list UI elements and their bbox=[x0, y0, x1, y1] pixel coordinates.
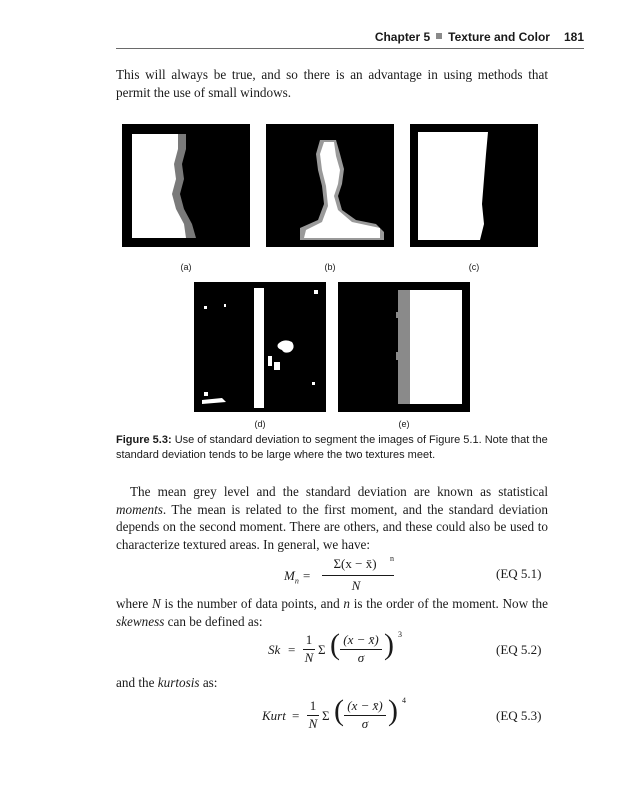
var-N: N bbox=[151, 596, 161, 611]
panel-e-image bbox=[338, 282, 470, 412]
eq1-exponent: n bbox=[390, 554, 394, 563]
figure-panel-a bbox=[122, 124, 250, 247]
running-header-text bbox=[375, 30, 584, 44]
running-header bbox=[116, 30, 584, 49]
chapter-label: Chapter 5 bbox=[374, 30, 431, 44]
panel-d-image bbox=[194, 282, 326, 412]
intro-paragraph: This will always be true, and so there is an advantage in using methods that permit the use of small windows. bbox=[116, 67, 548, 100]
panel-c-image bbox=[410, 124, 538, 247]
eq3-denominator: σ bbox=[361, 716, 369, 731]
p3-text-b: as: bbox=[199, 675, 218, 690]
panel-label-d: (d) bbox=[254, 419, 266, 429]
eq2-coef-num: 1 bbox=[305, 632, 313, 647]
panel-a-image bbox=[122, 124, 250, 247]
p1-text-b: . The mean is related to the first moment, and the standard deviation depends on the second moment. There are others, and these could also be used to characterize textured areas. In general, we have: bbox=[116, 501, 548, 552]
figure-panel-b bbox=[266, 124, 394, 247]
eq3-lhs: Kurt bbox=[262, 708, 286, 723]
figure-panel-d bbox=[194, 282, 326, 412]
equation-5-3 bbox=[262, 694, 422, 742]
eq2-lhs: Sk bbox=[268, 642, 281, 657]
equation-number-5-3: (EQ 5.3) bbox=[496, 708, 542, 723]
page-number: 181 bbox=[563, 30, 584, 44]
p2-text-d: can be defined as: bbox=[164, 613, 263, 629]
figure-caption bbox=[116, 433, 586, 463]
equation-5-2 bbox=[268, 628, 418, 676]
eq1-lhs: M bbox=[284, 568, 295, 583]
eq1-numerator: Σ(x − x̄) bbox=[333, 556, 377, 571]
term-skewness: skewness bbox=[116, 613, 165, 629]
equation-number-5-1: (EQ 5.1) bbox=[496, 566, 542, 581]
panel-label-a: (a) bbox=[180, 262, 192, 272]
panel-b-image bbox=[266, 124, 394, 247]
equation-5-1: $M_n$ = Σ(x − x̄) n N bbox=[284, 554, 394, 593]
eq2-equals: = bbox=[288, 642, 296, 657]
eq2-denominator: σ bbox=[357, 650, 365, 665]
p2-text-a: where bbox=[116, 596, 152, 611]
eq2-numerator: (x − x̄) bbox=[343, 632, 379, 647]
eq1-denominator: N bbox=[351, 578, 361, 593]
panel-label-b: (b) bbox=[324, 262, 336, 272]
p2-text-b: is the number of data points, and bbox=[160, 596, 344, 611]
eq3-left-paren: ( bbox=[334, 694, 344, 727]
panel-label-c: (c) bbox=[468, 262, 480, 272]
p1-text-a: The mean grey level and the standard deviation are known as statistical bbox=[130, 484, 548, 499]
caption-text: Use of standard deviation to segment the images of Figure 5.1. Note that the standard deviation tends to be large where the two textures meet. bbox=[116, 434, 548, 461]
figure-panel-e bbox=[338, 282, 470, 412]
eq2-left-paren: ( bbox=[330, 628, 340, 661]
section-title: Texture and Color bbox=[448, 30, 550, 44]
eq2-sigma: Σ bbox=[318, 642, 326, 657]
eq3-coef-den: N bbox=[308, 716, 318, 731]
body-paragraph-moments bbox=[116, 483, 548, 553]
body-paragraph-skewness bbox=[116, 595, 548, 630]
eq3-coef-num: 1 bbox=[309, 698, 317, 713]
term-kurtosis: kurtosis bbox=[157, 675, 200, 690]
caption-label: Figure 5.3: bbox=[116, 434, 172, 446]
eq3-exponent: 4 bbox=[402, 696, 406, 705]
eq1-lhs-sub: n bbox=[294, 576, 299, 586]
eq3-right-paren: ) bbox=[388, 694, 398, 727]
panel-label-e: (e) bbox=[398, 419, 410, 429]
p2-text-c: is the order of the moment. Now the bbox=[350, 596, 549, 611]
eq2-coef-den: N bbox=[304, 650, 314, 665]
eq3-numerator: (x − x̄) bbox=[347, 698, 383, 713]
var-n: n bbox=[343, 596, 350, 611]
eq1-fraction-bar bbox=[322, 575, 394, 576]
figure-panel-c bbox=[410, 124, 538, 247]
p3-text-a: and the bbox=[116, 675, 158, 690]
eq2-right-paren: ) bbox=[384, 628, 394, 661]
separator-square-icon bbox=[436, 33, 442, 39]
eq3-sigma: Σ bbox=[322, 708, 330, 723]
eq2-exponent: 3 bbox=[398, 630, 402, 639]
body-paragraph-kurtosis bbox=[116, 674, 416, 692]
equation-number-5-2: (EQ 5.2) bbox=[496, 642, 542, 657]
term-moments: moments bbox=[116, 501, 163, 517]
eq3-equals: = bbox=[292, 708, 300, 723]
